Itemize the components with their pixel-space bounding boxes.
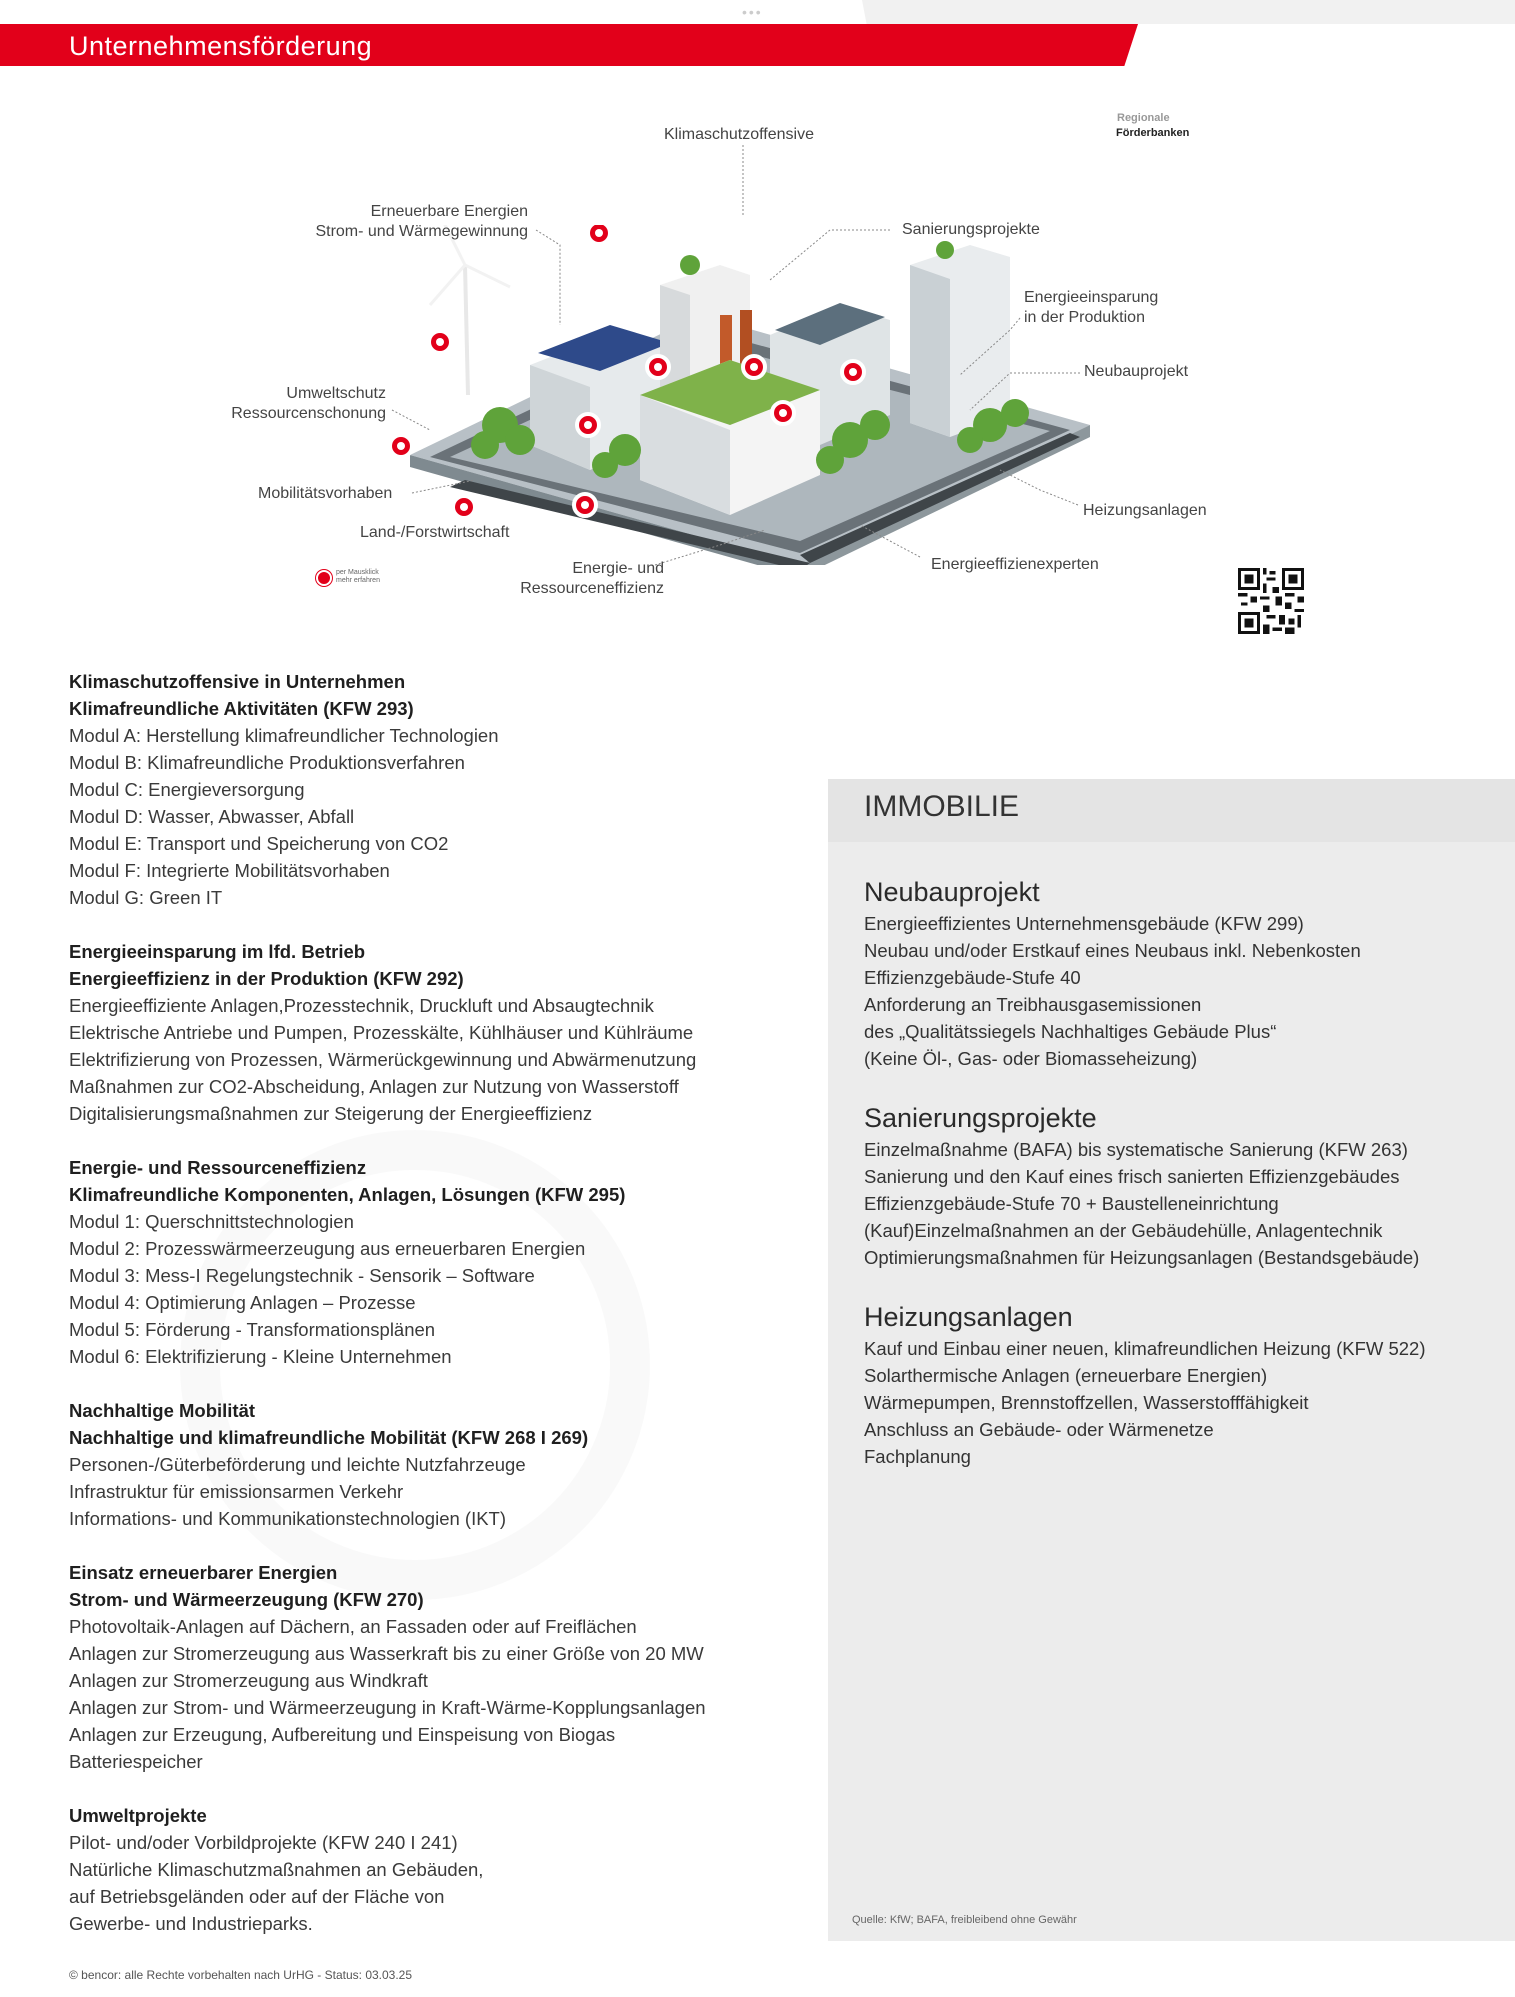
immobilie-section <box>864 1299 1484 1470</box>
city-illustration <box>390 225 1110 565</box>
section-subtitle: Strom- und Wärmeerzeugung (KFW 270) <box>69 1589 424 1610</box>
funding-section <box>69 668 809 911</box>
section-subtitle: Energieeffizienz in der Produktion (KFW 292) <box>69 968 464 989</box>
callout-foerderbanken[interactable]: Förderbanken <box>1116 127 1190 139</box>
legend-marker-icon <box>316 570 332 586</box>
list-item: Anschluss an Gebäude- oder Wärmenetze <box>864 1419 1214 1440</box>
funding-section <box>69 1154 809 1370</box>
callout-energieeinsparung[interactable]: Energieeinsparung in der Produktion <box>1024 289 1159 326</box>
list-item: Anforderung an Treibhausgasemissionen <box>864 994 1202 1015</box>
section-title: Klimaschutzoffensive in Unternehmen <box>69 671 406 692</box>
list-item: Modul 3: Mess-I Regelungstechnik - Sensorik – Software <box>69 1265 535 1286</box>
panel-content <box>864 874 1484 1498</box>
dots-decoration: ••• <box>742 4 763 20</box>
section-subtitle: Nachhaltige und klimafreundliche Mobilität (KFW 268 I 269) <box>69 1427 589 1448</box>
list-item: Neubau und/oder Erstkauf eines Neubaus inkl. Nebenkosten <box>864 940 1361 961</box>
immobilie-section <box>864 874 1484 1072</box>
list-item: Elektrifizierung von Prozessen, Wärmerückgewinnung und Abwärmenutzung <box>69 1049 697 1070</box>
legend-text: per Mausklick mehr erfahren <box>336 569 380 584</box>
section-title: Umweltprojekte <box>69 1805 207 1826</box>
page-title: Unternehmensförderung <box>69 31 373 61</box>
list-item: Solarthermische Anlagen (erneuerbare Energien) <box>864 1365 1268 1386</box>
list-item: Energieeffizientes Unternehmensgebäude (KFW 299) <box>864 913 1304 934</box>
funding-section <box>69 1397 809 1532</box>
list-item: Modul 5: Förderung - Transformationsplänen <box>69 1319 436 1340</box>
list-item: Kauf und Einbau einer neuen, klimafreundlichen Heizung (KFW 522) <box>864 1338 1426 1359</box>
list-item: Personen-/Güterbeförderung und leichte Nutzfahrzeuge <box>69 1454 526 1475</box>
list-item: Energieeffiziente Anlagen,Prozesstechnik, Druckluft und Absaugtechnik <box>69 995 654 1016</box>
section-title: Energieeinsparung im lfd. Betrieb <box>69 941 366 962</box>
callout-land-forstwirtschaft[interactable]: Land-/Forstwirtschaft <box>360 524 510 541</box>
list-item: (Keine Öl-, Gas- oder Biomasseheizung) <box>864 1048 1198 1069</box>
list-item: Modul E: Transport und Speicherung von CO2 <box>69 833 449 854</box>
callout-energie-ressourceneffizienz[interactable]: Energie- und Ressourceneffizienz <box>520 560 664 597</box>
list-item: Einzelmaßnahme (BAFA) bis systematische Sanierung (KFW 263) <box>864 1139 1408 1160</box>
list-item: Optimierungsmaßnahmen für Heizungsanlagen (Bestandsgebäude) <box>864 1247 1420 1268</box>
list-item: auf Betriebsgeländen oder auf der Fläche von <box>69 1886 445 1907</box>
section-title: Energie- und Ressourceneffizienz <box>69 1157 367 1178</box>
list-item: Modul G: Green IT <box>69 887 223 908</box>
immobilie-section-title: Heizungsanlagen <box>864 1302 1073 1332</box>
panel-title: IMMOBILIE <box>864 790 1020 823</box>
callout-mobilitaetsvorhaben[interactable]: Mobilitätsvorhaben <box>258 485 393 502</box>
list-item: Modul 4: Optimierung Anlagen – Prozesse <box>69 1292 416 1313</box>
list-item: Anlagen zur Stromerzeugung aus Windkraft <box>69 1670 428 1691</box>
callout-klimaschutzoffensive[interactable]: Klimaschutzoffensive <box>664 126 814 143</box>
callout-regionale: Regionale <box>1117 112 1170 124</box>
funding-section <box>69 1802 809 1937</box>
list-item: des „Qualitätssiegels Nachhaltiges Gebäude Plus“ <box>864 1021 1277 1042</box>
list-item: Infrastruktur für emissionsarmen Verkehr <box>69 1481 404 1502</box>
section-title: Nachhaltige Mobilität <box>69 1400 256 1421</box>
list-item: Fachplanung <box>864 1446 971 1467</box>
callout-sanierungsprojekte[interactable]: Sanierungsprojekte <box>902 221 1040 238</box>
list-item: Elektrische Antriebe und Pumpen, Prozesskälte, Kühlhäuser und Kühlräume <box>69 1022 694 1043</box>
list-item: Modul A: Herstellung klimafreundlicher Technologien <box>69 725 499 746</box>
list-item: Photovoltaik-Anlagen auf Dächern, an Fassaden oder auf Freiflächen <box>69 1616 637 1637</box>
immobilie-section-title: Neubauprojekt <box>864 877 1040 907</box>
section-subtitle: Klimafreundliche Aktivitäten (KFW 293) <box>69 698 414 719</box>
list-item: Anlagen zur Stromerzeugung aus Wasserkraft bis zu einer Größe von 20 MW <box>69 1643 704 1664</box>
list-item: Natürliche Klimaschutzmaßnahmen an Gebäuden, <box>69 1859 484 1880</box>
list-item: Wärmepumpen, Brennstoffzellen, Wasserstofffähigkeit <box>864 1392 1309 1413</box>
footer-copyright: © bencor: alle Rechte vorbehalten nach UrHG - Status: 03.03.25 <box>69 1968 413 1982</box>
callout-heizungsanlagen[interactable]: Heizungsanlagen <box>1083 502 1207 519</box>
list-item: (Kauf)Einzelmaßnahmen an der Gebäudehülle, Anlagentechnik <box>864 1220 1383 1241</box>
list-item: Digitalisierungsmaßnahmen zur Steigerung der Energieeffizienz <box>69 1103 593 1124</box>
list-item: Effizienzgebäude-Stufe 70 + Baustelleneinrichtung <box>864 1193 1279 1214</box>
immobilie-section-title: Sanierungsprojekte <box>864 1103 1097 1133</box>
section-title: Einsatz erneuerbarer Energien <box>69 1562 338 1583</box>
list-item: Pilot- und/oder Vorbildprojekte (KFW 240 I 241) <box>69 1832 458 1853</box>
list-item: Modul F: Integrierte Mobilitätsvorhaben <box>69 860 390 881</box>
list-item: Modul 1: Querschnittstechnologien <box>69 1211 354 1232</box>
callout-umweltschutz[interactable]: Umweltschutz Ressourcenschonung <box>231 385 386 422</box>
left-column <box>69 668 809 1964</box>
list-item: Anlagen zur Strom- und Wärmeerzeugung in Kraft-Wärme-Kopplungsanlagen <box>69 1697 706 1718</box>
list-item: Modul 2: Prozesswärmeerzeugung aus erneuerbaren Energien <box>69 1238 586 1259</box>
header-corner-shape <box>862 0 1515 24</box>
source-note: Quelle: KfW; BAFA, freibleibend ohne Gewähr <box>852 1914 1077 1926</box>
funding-section <box>69 938 809 1127</box>
list-item: Gewerbe- und Industrieparks. <box>69 1913 313 1934</box>
list-item: Sanierung und den Kauf eines frisch sanierten Effizienzgebäudes <box>864 1166 1400 1187</box>
section-subtitle: Klimafreundliche Komponenten, Anlagen, Lösungen (KFW 295) <box>69 1184 626 1205</box>
callout-neubauprojekt[interactable]: Neubauprojekt <box>1084 363 1189 380</box>
callout-erneuerbare-energien[interactable]: Erneuerbare Energien Strom- und Wärmegewinnung <box>315 203 528 240</box>
list-item: Modul C: Energieversorgung <box>69 779 305 800</box>
list-item: Modul B: Klimafreundliche Produktionsverfahren <box>69 752 465 773</box>
immobilie-section <box>864 1100 1484 1271</box>
funding-section <box>69 1559 809 1775</box>
qr-code-icon[interactable] <box>1238 568 1304 634</box>
list-item: Modul D: Wasser, Abwasser, Abfall <box>69 806 355 827</box>
callout-energieeffizienexperten[interactable]: Energieeffizienexperten <box>931 556 1099 573</box>
list-item: Informations- und Kommunikationstechnologien (IKT) <box>69 1508 507 1529</box>
list-item: Modul 6: Elektrifizierung - Kleine Unternehmen <box>69 1346 452 1367</box>
list-item: Maßnahmen zur CO2-Abscheidung, Anlagen zur Nutzung von Wasserstoff <box>69 1076 679 1097</box>
list-item: Anlagen zur Erzeugung, Aufbereitung und Einspeisung von Biogas <box>69 1724 616 1745</box>
list-item: Batteriespeicher <box>69 1751 203 1772</box>
list-item: Effizienzgebäude-Stufe 40 <box>864 967 1081 988</box>
